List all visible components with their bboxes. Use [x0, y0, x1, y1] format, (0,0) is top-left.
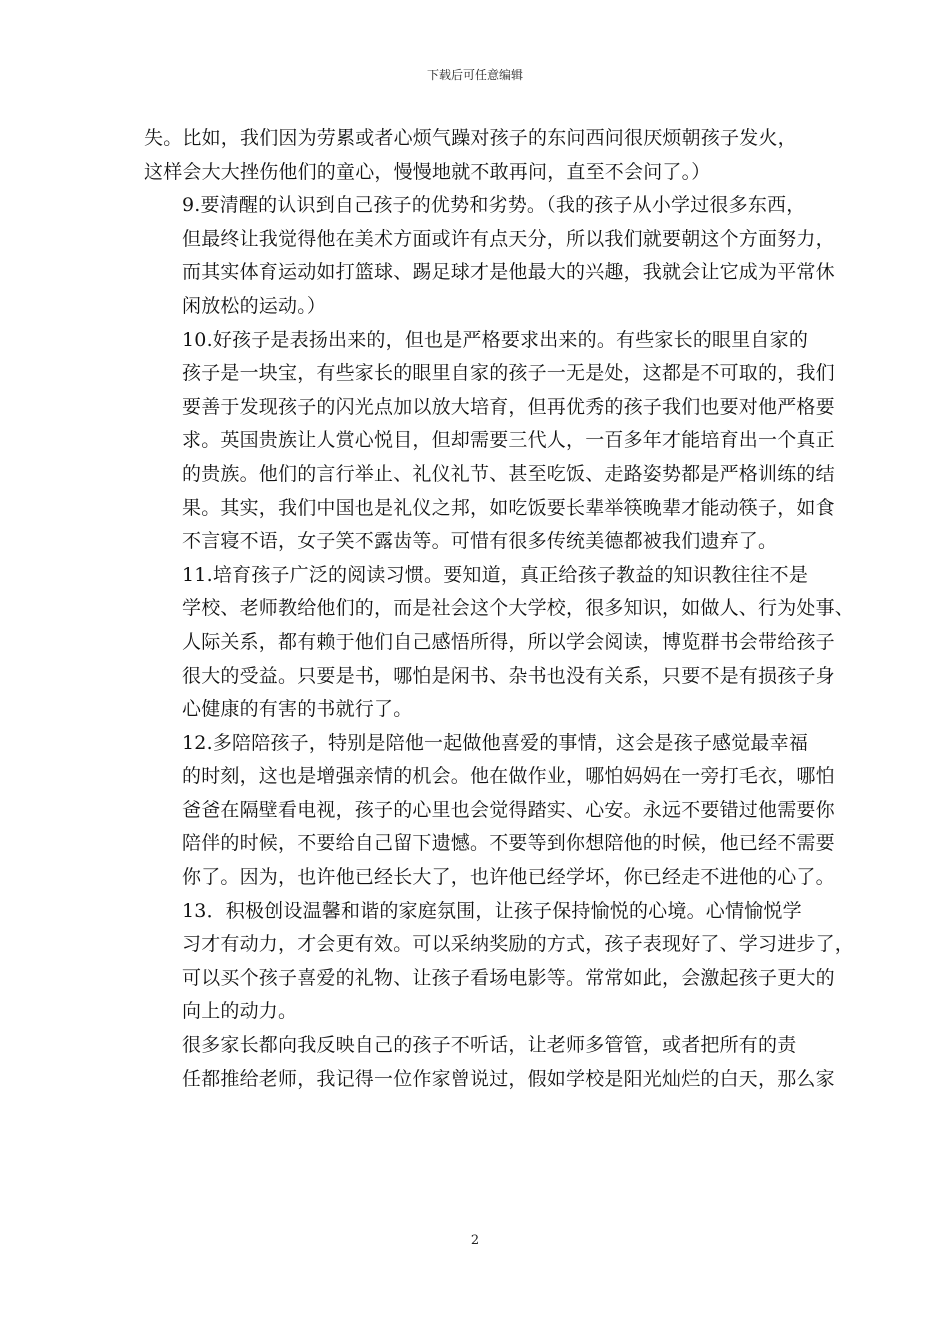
text-line: 求。英国贵族让人赏心悦目，但却需要三代人，一百多年才能培育出一个真正 [182, 429, 835, 452]
text-line: 陪伴的时候，不要给自己留下遗憾。不要等到你想陪他的时候，他已经不需要 [182, 832, 835, 855]
text-line: 11.培育孩子广泛的阅读习惯。要知道，真正给孩子教益的知识教往往不是 [182, 563, 809, 586]
text-line: 的时刻，这也是增强亲情的机会。他在做作业，哪怕妈妈在一旁打毛衣，哪怕 [182, 765, 835, 788]
text-line: 9.要清醒的认识到自己孩子的优势和劣势。（我的孩子从小学过很多东西， [182, 194, 806, 217]
text-line: 人际关系，都有赖于他们自己感悟所得，所以学会阅读，博览群书会带给孩子 [182, 630, 835, 653]
text-line: 13．积极创设温馨和谐的家庭氛围，让孩子保持愉悦的心境。心情愉悦学 [182, 899, 802, 922]
text-line: 可以买个孩子喜爱的礼物、让孩子看场电影等。常常如此，会激起孩子更大的 [182, 966, 835, 989]
paragraph-item-9 [144, 189, 835, 323]
page-header-note: 下载后可任意编辑 [426, 68, 523, 82]
paragraph-closing [144, 1029, 835, 1096]
paragraph-item-11 [144, 559, 855, 727]
paragraph-item-13 [144, 895, 855, 1029]
text-line: 果。其实，我们中国也是礼仪之邦，如吃饭要长辈举筷晚辈才能动筷子，如食 [182, 496, 835, 519]
text-line: 很大的受益。只要是书，哪怕是闲书、杂书也没有关系，只要不是有损孩子身 [182, 664, 835, 687]
text-line: 你了。因为，也许他已经长大了，也许他已经学坏，你已经走不进他的心了。 [182, 866, 835, 889]
text-line: 要善于发现孩子的闪光点加以放大培育，但再优秀的孩子我们也要对他严格要 [182, 395, 835, 418]
text-line: 孩子是一块宝，有些家长的眼里自家的孩子一无是处，这都是不可取的，我们 [182, 362, 835, 385]
paragraph-item-10 [144, 324, 835, 559]
text-line: 学校、老师教给他们的，而是社会这个大学校，很多知识，如做人、行为处事、 [182, 597, 855, 620]
text-line: 习才有动力，才会更有效。可以采纳奖励的方式，孩子表现好了、学习进步了， [182, 933, 855, 956]
text-line: 失。比如，我们因为劳累或者心烦气躁对孩子的东问西问很厌烦朝孩子发火， [144, 127, 797, 149]
text-line: 12.多陪陪孩子，特别是陪他一起做他喜爱的事情，这会是孩子感觉最幸福 [182, 731, 809, 754]
text-line: 10.好孩子是表扬出来的，但也是严格要求出来的。有些家长的眼里自家的 [182, 328, 809, 351]
text-line: 而其实体育运动如打篮球、踢足球才是他最大的兴趣，我就会让它成为平常休 [182, 261, 835, 284]
paragraph-continuation [144, 122, 814, 189]
text-line: 闲放松的运动。） [182, 294, 327, 317]
text-line: 的贵族。他们的言行举止、礼仪礼节、甚至吃饭、走路姿势都是严格训练的结 [182, 462, 835, 485]
text-line: 向上的动力。 [182, 1000, 298, 1023]
text-line: 很多家长都向我反映自己的孩子不听话，让老师多管管，或者把所有的责 [182, 1034, 797, 1057]
text-line: 不言寝不语，女子笑不露齿等。可惜有很多传统美德都被我们遗弃了。 [182, 530, 778, 553]
page-number: 2 [470, 1233, 480, 1248]
text-line: 但最终让我觉得他在美术方面或许有点天分，所以我们就要朝这个方面努力， [182, 227, 835, 250]
text-line: 爸爸在隔壁看电视，孩子的心里也会觉得踏实、心安。永远不要错过他需要你 [182, 798, 835, 821]
text-line: 任都推给老师，我记得一位作家曾说过，假如学校是阳光灿烂的白天，那么家 [182, 1067, 835, 1090]
document-body [144, 122, 855, 1096]
text-line: 心健康的有害的书就行了。 [182, 698, 413, 721]
paragraph-item-12 [144, 727, 835, 895]
text-line: 这样会大大挫伤他们的童心，慢慢地就不敢再问，直至不会问了。） [144, 160, 711, 183]
